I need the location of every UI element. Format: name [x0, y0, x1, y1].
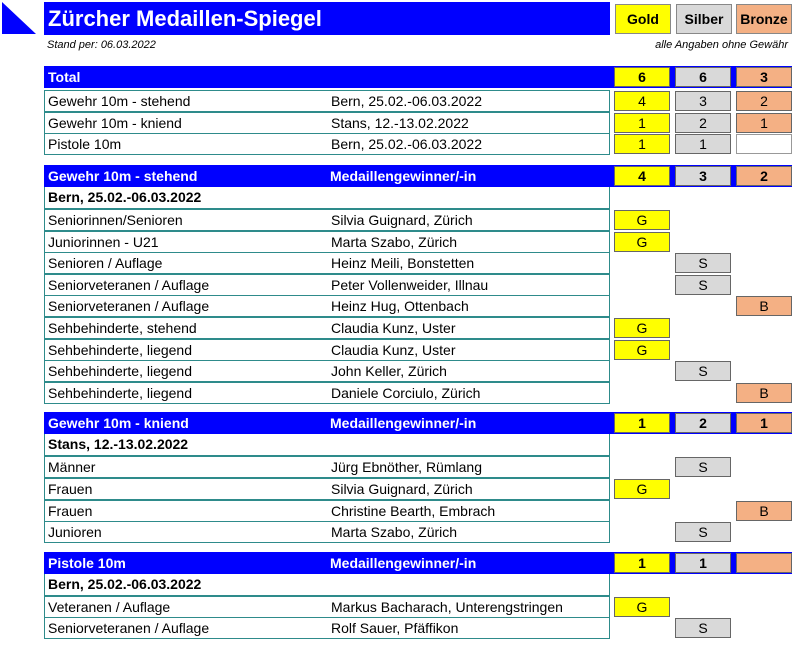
- event-label: Stans, 12.-13.02.2022: [331, 114, 469, 131]
- winner-name: Jürg Ebnöther, Rümlang: [331, 459, 482, 476]
- medal-badge: S: [675, 253, 731, 273]
- bronze-count: 3: [736, 67, 792, 87]
- medal-badge: B: [736, 383, 792, 403]
- silver-count: 1: [675, 134, 731, 154]
- silver-count: 3: [675, 166, 731, 186]
- table-row: [44, 360, 610, 382]
- bronze-count: 1: [736, 413, 792, 433]
- section-title: Pistole 10m: [48, 554, 126, 571]
- discipline-label: Pistole 10m: [48, 136, 122, 152]
- silver-count: 2: [675, 413, 731, 433]
- table-row: [44, 617, 610, 639]
- discipline-label: Gewehr 10m - kniend: [48, 114, 182, 131]
- gold-count: 1: [614, 134, 670, 154]
- winner-name: Markus Bacharach, Unterengstringen: [331, 598, 563, 615]
- table-row: [44, 209, 610, 231]
- competition-label: Bern, 25.02.-06.03.2022: [44, 187, 610, 209]
- bronze-count: 1: [736, 113, 792, 133]
- medal-badge: S: [675, 457, 731, 477]
- table-row: [44, 274, 610, 296]
- winner-name: Heinz Meili, Bonstetten: [331, 255, 475, 272]
- winner-name: Daniele Corciulo, Zürich: [331, 384, 481, 401]
- category-label: Junioren: [48, 524, 102, 541]
- event-label: Bern, 25.02.-06.03.2022: [331, 93, 483, 109]
- category-label: Seniorveteranen / Auflage: [48, 298, 210, 315]
- medal-badge: S: [675, 275, 731, 295]
- category-label: Sehbehinderte, liegend: [48, 341, 193, 358]
- table-row: [44, 521, 610, 543]
- winner-name: Claudia Kunz, Uster: [331, 341, 456, 358]
- category-label: Juniorinnen - U21: [48, 233, 159, 250]
- total-row: [44, 133, 610, 155]
- bronze-count: 2: [736, 91, 792, 111]
- table-row: [44, 456, 610, 478]
- medal-badge: B: [736, 296, 792, 316]
- medal-badge: S: [675, 522, 731, 542]
- medal-badge: G: [614, 479, 670, 499]
- competition-label: Bern, 25.02.-06.03.2022: [44, 574, 610, 596]
- medal-badge: G: [614, 232, 670, 252]
- event-label: Bern, 25.02.-06.03.2022: [331, 136, 483, 152]
- legend-gold: Gold: [615, 4, 671, 34]
- table-row: [44, 382, 610, 404]
- section-column-label: Medaillengewinner/-in: [330, 554, 477, 571]
- category-label: Seniorveteranen / Auflage: [48, 276, 210, 293]
- silver-count: 2: [675, 113, 731, 133]
- total-row: [44, 90, 610, 112]
- category-label: Senioren / Auflage: [48, 255, 163, 272]
- table-row: [44, 339, 610, 361]
- competition-label: Stans, 12.-13.02.2022: [44, 434, 610, 456]
- page-title: Zürcher Medaillen-Spiegel: [44, 2, 610, 35]
- gold-count: 1: [614, 553, 670, 573]
- gold-count: 4: [614, 166, 670, 186]
- section-title: Gewehr 10m - kniend: [48, 415, 189, 432]
- bronze-count: [736, 553, 792, 573]
- category-label: Sehbehinderte, stehend: [48, 320, 197, 336]
- corner-triangle-icon: [2, 2, 36, 34]
- category-label: Seniorveteranen / Auflage: [48, 620, 210, 637]
- total-row: [44, 112, 610, 134]
- table-row: [44, 317, 610, 339]
- medal-badge: S: [675, 618, 731, 638]
- category-label: Veteranen / Auflage: [48, 598, 171, 615]
- medal-badge: G: [614, 597, 670, 617]
- winner-name: Peter Vollenweider, Illnau: [331, 276, 489, 293]
- total-label: Total: [48, 69, 81, 85]
- silver-count: 6: [675, 67, 731, 87]
- winner-name: John Keller, Zürich: [331, 363, 447, 380]
- medal-badge: S: [675, 361, 731, 381]
- medal-badge: B: [736, 501, 792, 521]
- category-label: Frauen: [48, 502, 93, 519]
- winner-name: Christine Bearth, Embrach: [331, 502, 496, 519]
- silver-count: 1: [675, 553, 731, 573]
- table-row: [44, 478, 610, 500]
- table-row: [44, 231, 610, 253]
- gold-count: 1: [614, 413, 670, 433]
- table-row: [44, 252, 610, 274]
- bronze-count: [736, 134, 792, 154]
- winner-name: Marta Szabo, Zürich: [331, 524, 458, 541]
- winner-name: Silvia Guignard, Zürich: [331, 481, 473, 497]
- medal-badge: G: [614, 210, 670, 230]
- bronze-count: 2: [736, 166, 792, 186]
- winner-name: Heinz Hug, Ottenbach: [331, 298, 469, 315]
- section-column-label: Medaillengewinner/-in: [330, 415, 477, 432]
- category-label: Seniorinnen/Senioren: [48, 212, 183, 228]
- category-label: Männer: [48, 459, 96, 476]
- section-title: Gewehr 10m - stehend: [48, 168, 198, 184]
- table-row: [44, 295, 610, 317]
- silver-count: 3: [675, 91, 731, 111]
- winner-name: Silvia Guignard, Zürich: [331, 212, 473, 228]
- winner-name: Marta Szabo, Zürich: [331, 233, 458, 250]
- winner-name: Rolf Sauer, Pfäffikon: [331, 620, 459, 637]
- discipline-label: Gewehr 10m - stehend: [48, 93, 191, 109]
- legend-silver: Silber: [676, 4, 732, 34]
- gold-count: 4: [614, 91, 670, 111]
- gold-count: 6: [614, 67, 670, 87]
- category-label: Sehbehinderte, liegend: [48, 363, 193, 380]
- status-date: Stand per: 06.03.2022: [47, 39, 156, 51]
- table-row: [44, 500, 610, 522]
- category-label: Frauen: [48, 481, 93, 497]
- disclaimer: alle Angaben ohne Gewähr: [655, 39, 788, 51]
- category-label: Sehbehinderte, liegend: [48, 384, 193, 401]
- winner-name: Claudia Kunz, Uster: [331, 320, 456, 336]
- gold-count: 1: [614, 113, 670, 133]
- table-row: [44, 596, 610, 618]
- section-column-label: Medaillengewinner/-in: [330, 168, 477, 184]
- legend-bronze: Bronze: [736, 4, 792, 34]
- medal-badge: G: [614, 318, 670, 338]
- medal-badge: G: [614, 340, 670, 360]
